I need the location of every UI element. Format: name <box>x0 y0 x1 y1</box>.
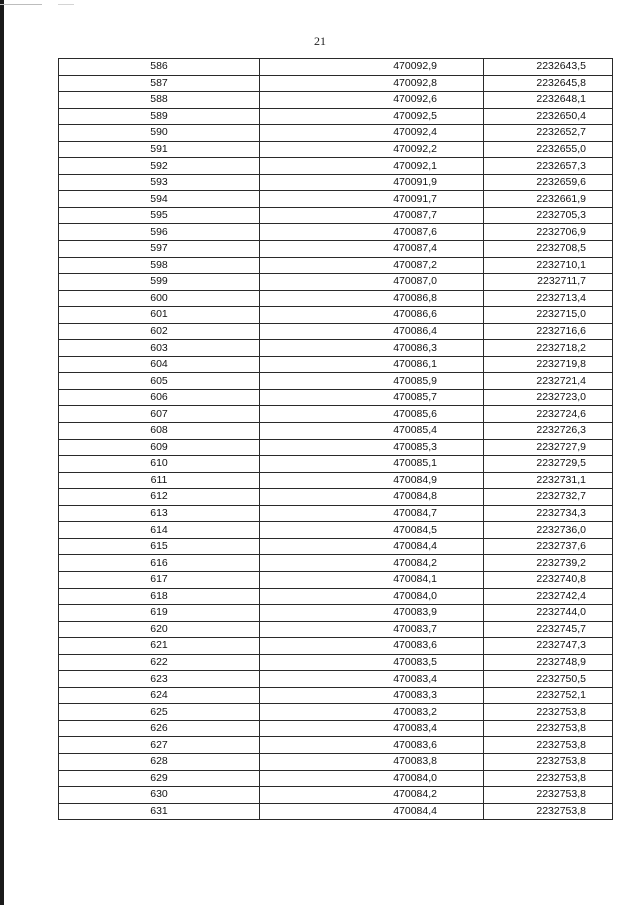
point-number-cell: 618 <box>59 588 260 605</box>
table-row <box>59 638 613 655</box>
y-coordinate-cell: 2232734,3 <box>484 505 613 522</box>
table-row <box>59 472 613 489</box>
table-row <box>59 522 613 539</box>
table-row <box>59 720 613 737</box>
x-coordinate-cell: 470092,2 <box>260 141 484 158</box>
table-row <box>59 290 613 307</box>
table-row <box>59 605 613 622</box>
y-coordinate-cell: 2232723,0 <box>484 389 613 406</box>
y-coordinate-cell: 2232739,2 <box>484 555 613 572</box>
x-coordinate-cell: 470083,8 <box>260 753 484 770</box>
point-number-cell: 628 <box>59 753 260 770</box>
table-row <box>59 704 613 721</box>
table-row <box>59 191 613 208</box>
y-coordinate-cell: 2232710,1 <box>484 257 613 274</box>
x-coordinate-cell: 470083,4 <box>260 720 484 737</box>
point-number-cell: 603 <box>59 340 260 357</box>
x-coordinate-cell: 470084,0 <box>260 588 484 605</box>
x-coordinate-cell: 470084,2 <box>260 787 484 804</box>
point-number-cell: 609 <box>59 439 260 456</box>
x-coordinate-cell: 470085,1 <box>260 456 484 473</box>
x-coordinate-cell: 470087,2 <box>260 257 484 274</box>
y-coordinate-cell: 2232719,8 <box>484 356 613 373</box>
y-coordinate-cell: 2232740,8 <box>484 571 613 588</box>
x-coordinate-cell: 470083,4 <box>260 671 484 688</box>
y-coordinate-cell: 2232753,8 <box>484 704 613 721</box>
x-coordinate-cell: 470083,5 <box>260 654 484 671</box>
point-number-cell: 590 <box>59 125 260 142</box>
x-coordinate-cell: 470084,2 <box>260 555 484 572</box>
y-coordinate-cell: 2232650,4 <box>484 108 613 125</box>
coordinates-table <box>58 58 613 820</box>
x-coordinate-cell: 470091,9 <box>260 174 484 191</box>
table-row <box>59 489 613 506</box>
y-coordinate-cell: 2232724,6 <box>484 406 613 423</box>
point-number-cell: 601 <box>59 307 260 324</box>
y-coordinate-cell: 2232752,1 <box>484 687 613 704</box>
point-number-cell: 593 <box>59 174 260 191</box>
point-number-cell: 586 <box>59 59 260 76</box>
point-number-cell: 613 <box>59 505 260 522</box>
y-coordinate-cell: 2232753,8 <box>484 803 613 820</box>
point-number-cell: 620 <box>59 621 260 638</box>
y-coordinate-cell: 2232753,8 <box>484 787 613 804</box>
table-row <box>59 274 613 291</box>
table-row <box>59 423 613 440</box>
y-coordinate-cell: 2232705,3 <box>484 207 613 224</box>
x-coordinate-cell: 470086,1 <box>260 356 484 373</box>
x-coordinate-cell: 470083,3 <box>260 687 484 704</box>
x-coordinate-cell: 470083,2 <box>260 704 484 721</box>
y-coordinate-cell: 2232753,8 <box>484 720 613 737</box>
x-coordinate-cell: 470092,1 <box>260 158 484 175</box>
point-number-cell: 616 <box>59 555 260 572</box>
point-number-cell: 605 <box>59 373 260 390</box>
table-row <box>59 737 613 754</box>
point-number-cell: 588 <box>59 92 260 109</box>
y-coordinate-cell: 2232748,9 <box>484 654 613 671</box>
x-coordinate-cell: 470086,8 <box>260 290 484 307</box>
x-coordinate-cell: 470084,0 <box>260 770 484 787</box>
table-row <box>59 770 613 787</box>
x-coordinate-cell: 470084,1 <box>260 571 484 588</box>
table-row <box>59 141 613 158</box>
y-coordinate-cell: 2232655,0 <box>484 141 613 158</box>
table-row <box>59 257 613 274</box>
table-row <box>59 555 613 572</box>
x-coordinate-cell: 470084,7 <box>260 505 484 522</box>
x-coordinate-cell: 470085,7 <box>260 389 484 406</box>
point-number-cell: 595 <box>59 207 260 224</box>
x-coordinate-cell: 470092,4 <box>260 125 484 142</box>
point-number-cell: 596 <box>59 224 260 241</box>
point-number-cell: 630 <box>59 787 260 804</box>
point-number-cell: 624 <box>59 687 260 704</box>
point-number-cell: 594 <box>59 191 260 208</box>
x-coordinate-cell: 470087,4 <box>260 241 484 258</box>
table-row <box>59 92 613 109</box>
y-coordinate-cell: 2232648,1 <box>484 92 613 109</box>
x-coordinate-cell: 470092,8 <box>260 75 484 92</box>
x-coordinate-cell: 470083,6 <box>260 737 484 754</box>
point-number-cell: 600 <box>59 290 260 307</box>
y-coordinate-cell: 2232718,2 <box>484 340 613 357</box>
y-coordinate-cell: 2232731,1 <box>484 472 613 489</box>
x-coordinate-cell: 470085,4 <box>260 423 484 440</box>
point-number-cell: 610 <box>59 456 260 473</box>
point-number-cell: 607 <box>59 406 260 423</box>
table-row <box>59 59 613 76</box>
x-coordinate-cell: 470083,7 <box>260 621 484 638</box>
table-row <box>59 787 613 804</box>
point-number-cell: 614 <box>59 522 260 539</box>
table-row <box>59 207 613 224</box>
x-coordinate-cell: 470085,6 <box>260 406 484 423</box>
point-number-cell: 623 <box>59 671 260 688</box>
x-coordinate-cell: 470087,6 <box>260 224 484 241</box>
point-number-cell: 599 <box>59 274 260 291</box>
y-coordinate-cell: 2232645,8 <box>484 75 613 92</box>
x-coordinate-cell: 470085,9 <box>260 373 484 390</box>
point-number-cell: 597 <box>59 241 260 258</box>
point-number-cell: 631 <box>59 803 260 820</box>
table-row <box>59 108 613 125</box>
y-coordinate-cell: 2232659,6 <box>484 174 613 191</box>
y-coordinate-cell: 2232729,5 <box>484 456 613 473</box>
table-row <box>59 125 613 142</box>
y-coordinate-cell: 2232727,9 <box>484 439 613 456</box>
x-coordinate-cell: 470084,5 <box>260 522 484 539</box>
y-coordinate-cell: 2232753,8 <box>484 737 613 754</box>
y-coordinate-cell: 2232737,6 <box>484 538 613 555</box>
y-coordinate-cell: 2232706,9 <box>484 224 613 241</box>
page-number: 21 <box>314 34 326 48</box>
y-coordinate-cell: 2232652,7 <box>484 125 613 142</box>
y-coordinate-cell: 2232661,9 <box>484 191 613 208</box>
table-row <box>59 654 613 671</box>
y-coordinate-cell: 2232715,0 <box>484 307 613 324</box>
y-coordinate-cell: 2232721,4 <box>484 373 613 390</box>
x-coordinate-cell: 470083,9 <box>260 605 484 622</box>
y-coordinate-cell: 2232736,0 <box>484 522 613 539</box>
y-coordinate-cell: 2232732,7 <box>484 489 613 506</box>
table-row <box>59 406 613 423</box>
x-coordinate-cell: 470084,4 <box>260 538 484 555</box>
point-number-cell: 606 <box>59 389 260 406</box>
point-number-cell: 598 <box>59 257 260 274</box>
x-coordinate-cell: 470092,6 <box>260 92 484 109</box>
x-coordinate-cell: 470087,7 <box>260 207 484 224</box>
x-coordinate-cell: 470086,3 <box>260 340 484 357</box>
table-row <box>59 621 613 638</box>
y-coordinate-cell: 2232726,3 <box>484 423 613 440</box>
point-number-cell: 611 <box>59 472 260 489</box>
table-row <box>59 75 613 92</box>
table-row <box>59 571 613 588</box>
table-row <box>59 307 613 324</box>
x-coordinate-cell: 470092,9 <box>260 59 484 76</box>
table-row <box>59 439 613 456</box>
y-coordinate-cell: 2232742,4 <box>484 588 613 605</box>
point-number-cell: 589 <box>59 108 260 125</box>
y-coordinate-cell: 2232744,0 <box>484 605 613 622</box>
point-number-cell: 615 <box>59 538 260 555</box>
table-row <box>59 241 613 258</box>
table-row <box>59 671 613 688</box>
point-number-cell: 627 <box>59 737 260 754</box>
table-row <box>59 753 613 770</box>
x-coordinate-cell: 470086,6 <box>260 307 484 324</box>
table-row <box>59 588 613 605</box>
y-coordinate-cell: 2232708,5 <box>484 241 613 258</box>
x-coordinate-cell: 470086,4 <box>260 323 484 340</box>
y-coordinate-cell: 2232657,3 <box>484 158 613 175</box>
table-row <box>59 224 613 241</box>
point-number-cell: 621 <box>59 638 260 655</box>
x-coordinate-cell: 470085,3 <box>260 439 484 456</box>
y-coordinate-cell: 2232750,5 <box>484 671 613 688</box>
point-number-cell: 622 <box>59 654 260 671</box>
table-row <box>59 356 613 373</box>
point-number-cell: 619 <box>59 605 260 622</box>
point-number-cell: 625 <box>59 704 260 721</box>
table-row <box>59 687 613 704</box>
point-number-cell: 626 <box>59 720 260 737</box>
y-coordinate-cell: 2232747,3 <box>484 638 613 655</box>
y-coordinate-cell: 2232753,8 <box>484 770 613 787</box>
table-row <box>59 456 613 473</box>
point-number-cell: 587 <box>59 75 260 92</box>
point-number-cell: 612 <box>59 489 260 506</box>
scan-mark-secondary <box>58 4 74 5</box>
table-row <box>59 158 613 175</box>
y-coordinate-cell: 2232753,8 <box>484 753 613 770</box>
y-coordinate-cell: 2232716,6 <box>484 323 613 340</box>
x-coordinate-cell: 470092,5 <box>260 108 484 125</box>
y-coordinate-cell: 2232711,7 <box>484 274 613 291</box>
scan-mark <box>0 4 42 5</box>
x-coordinate-cell: 470084,9 <box>260 472 484 489</box>
x-coordinate-cell: 470084,4 <box>260 803 484 820</box>
point-number-cell: 604 <box>59 356 260 373</box>
x-coordinate-cell: 470091,7 <box>260 191 484 208</box>
y-coordinate-cell: 2232643,5 <box>484 59 613 76</box>
x-coordinate-cell: 470083,6 <box>260 638 484 655</box>
table-row <box>59 538 613 555</box>
page-edge-shadow <box>0 0 4 905</box>
x-coordinate-cell: 470087,0 <box>260 274 484 291</box>
table-row <box>59 373 613 390</box>
point-number-cell: 602 <box>59 323 260 340</box>
y-coordinate-cell: 2232745,7 <box>484 621 613 638</box>
point-number-cell: 591 <box>59 141 260 158</box>
y-coordinate-cell: 2232713,4 <box>484 290 613 307</box>
table-row <box>59 174 613 191</box>
table-row <box>59 340 613 357</box>
point-number-cell: 629 <box>59 770 260 787</box>
point-number-cell: 608 <box>59 423 260 440</box>
table-row <box>59 389 613 406</box>
table-row <box>59 803 613 820</box>
point-number-cell: 617 <box>59 571 260 588</box>
x-coordinate-cell: 470084,8 <box>260 489 484 506</box>
table-row <box>59 323 613 340</box>
point-number-cell: 592 <box>59 158 260 175</box>
coordinates-table-body <box>59 59 613 820</box>
table-row <box>59 505 613 522</box>
